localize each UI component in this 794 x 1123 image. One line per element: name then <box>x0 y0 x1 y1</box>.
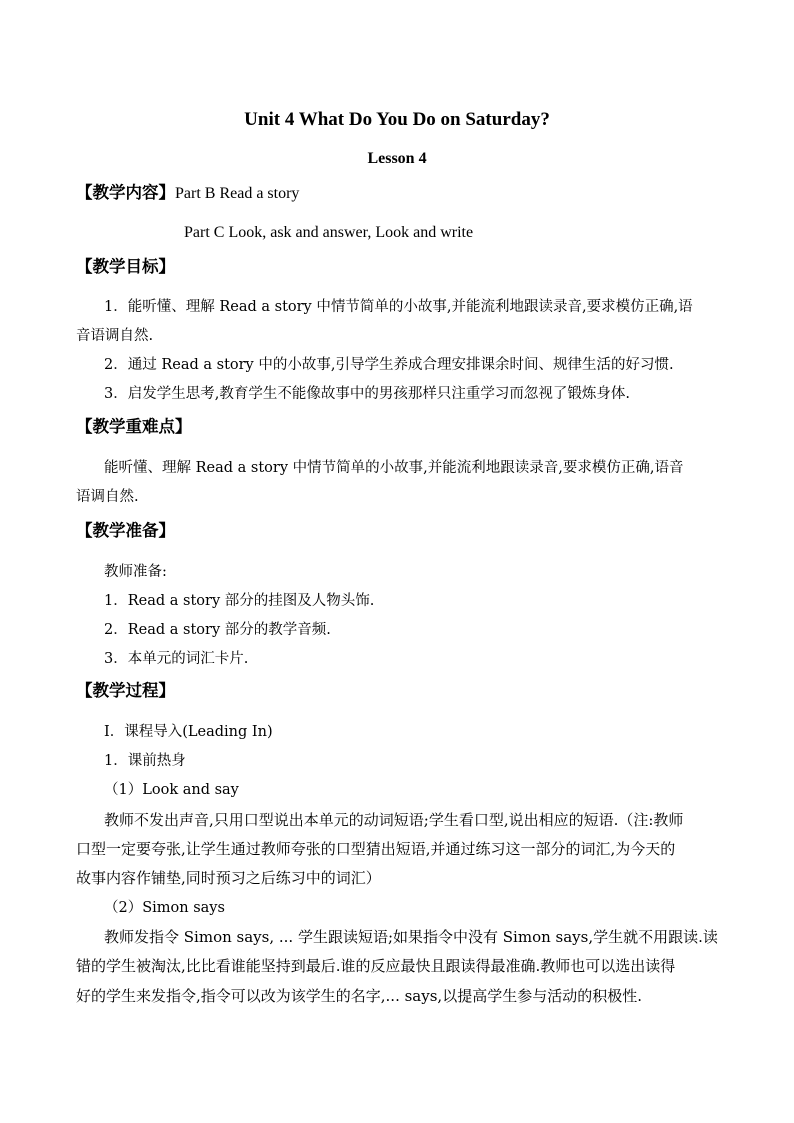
process-step1: Ⅰ．课程导入(Leading In) <box>104 724 273 740</box>
process-activity2-line2: 错的学生被淘汰,比比看谁能坚持到最后.谁的反应最快且跟读得最准确.教师也可以选出读得 <box>76 957 676 975</box>
content-line2: Part C Look, ask and answer, Look and write <box>184 224 474 241</box>
goals-item2: 2．通过 Read a story 中的小故事,引导学生养成合理安排课余时间、规律生活的好习惯. <box>104 357 674 373</box>
goals-item1-line2: 音语调自然. <box>76 328 154 344</box>
section-process-heading: 【教学过程】 <box>76 681 175 700</box>
preparation-item2: 2．Read a story 部分的教学音频. <box>104 622 331 638</box>
document-title: Unit 4 What Do You Do on Saturday? <box>244 109 550 130</box>
content-line1: Part B Read a story <box>175 185 300 202</box>
process-activity1-line1: 教师不发出声音,只用口型说出本单元的动词短语;学生看口型,说出相应的短语.（注:教师 <box>104 811 684 829</box>
section-goals-heading: 【教学目标】 <box>76 257 175 276</box>
section-keypoints-heading: 【教学重难点】 <box>76 417 192 436</box>
process-sub1: 1．课前热身 <box>104 753 186 769</box>
preparation-item1: 1．Read a story 部分的挂图及人物头饰. <box>104 593 375 609</box>
process-activity2-line1: 教师发指令 Simon says, ... 学生跟读短语;如果指令中没有 Simon says,学生就不用跟读.读 <box>104 928 718 946</box>
preparation-item3: 3．本单元的词汇卡片. <box>104 651 249 667</box>
keypoints-line1: 能听懂、理解 Read a story 中情节简单的小故事,并能流利地跟读录音,要求模仿正确,语音 <box>104 460 684 476</box>
process-activity1-title: （1）Look and say <box>104 782 239 798</box>
goals-item1-line1: 1．能听懂、理解 Read a story 中情节简单的小故事,并能流利地跟读录音,要求模仿正确,语 <box>104 299 693 315</box>
process-activity1-line3: 故事内容作铺垫,同时预习之后练习中的词汇） <box>76 869 381 887</box>
preparation-intro: 教师准备: <box>104 564 167 580</box>
section-content-heading <box>76 182 299 205</box>
process-activity2-title: （2）Simon says <box>104 900 225 916</box>
section-preparation-heading: 【教学准备】 <box>76 521 175 540</box>
process-activity2-line3: 好的学生来发指令,指令可以改为该学生的名字,... says,以提高学生参与活动的积极性. <box>76 987 642 1005</box>
lesson-label: Lesson 4 <box>367 150 427 167</box>
goals-item3: 3．启发学生思考,教育学生不能像故事中的男孩那样只注重学习而忽视了锻炼身体. <box>104 386 630 402</box>
section-content-heading-text: 【教学内容】 <box>76 183 175 202</box>
keypoints-line2: 语调自然. <box>76 489 139 505</box>
process-activity1-line2: 口型一定要夸张,让学生通过教师夸张的口型猜出短语,并通过练习这一部分的词汇,为今天的 <box>76 840 676 858</box>
